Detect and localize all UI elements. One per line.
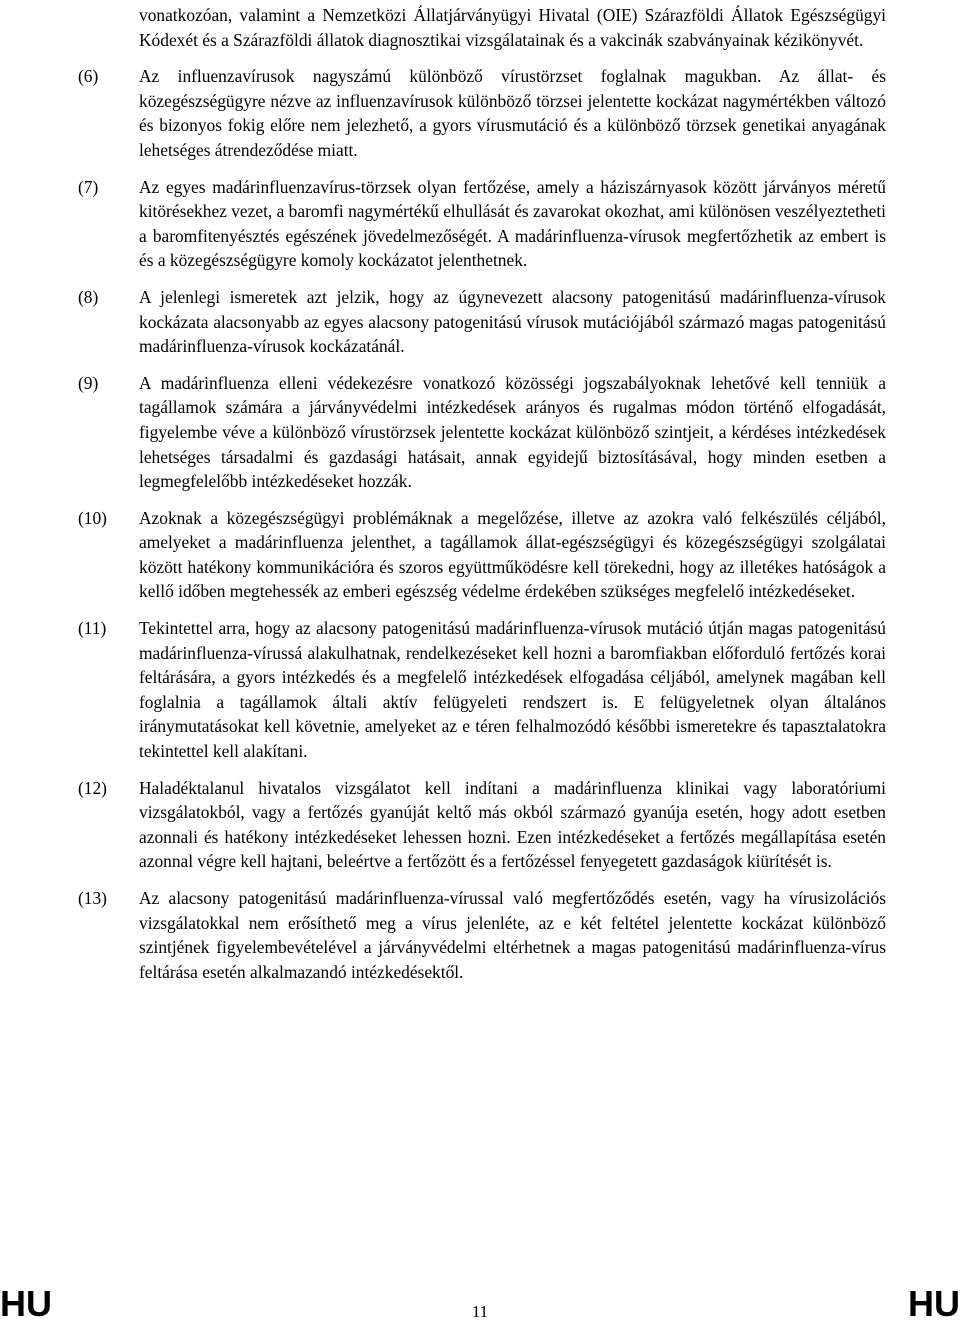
footer-language-code-right: HU <box>908 1283 960 1324</box>
paragraph-number: (12) <box>78 777 107 798</box>
paragraph-text: Az influenzavírusok nagyszámú különböző vírustörzset foglalnak magukban. Az állat- és közegészségügyre nézve az influenzavírusok különböző törzsei jelentette kockázat nagymértékben változó és bizonyos fokig előre nem jelezhető, a gyors vírusmutáció és a különböző törzsek genetikai anyagának lehetséges átrendeződése miatt. <box>139 66 886 160</box>
paragraph-text: A jelenlegi ismeretek azt jelzik, hogy az úgynevezett alacsony patogenitású madárinfluenza-vírusok kockázata alacsonyabb az egyes alacsony patogenitású vírusok mutációjából származó magas patogenitású madárinfluenza-vírusok kockázatánál. <box>139 286 886 357</box>
paragraph-6 <box>78 64 886 162</box>
paragraph-number: (7) <box>78 176 99 197</box>
paragraph-number: (10) <box>78 507 107 528</box>
paragraph-number: (11) <box>78 618 107 639</box>
paragraph-9 <box>78 371 886 494</box>
document-body <box>78 0 886 984</box>
paragraph-11 <box>78 616 886 764</box>
paragraph-7 <box>78 175 886 273</box>
paragraph-text: Az alacsony patogenitású madárinfluenza-vírussal való megfertőződés esetén, vagy ha vírusizolációs vizsgálatokkal nem erősíthető meg a vírus jelenléte, az e két feltétel jelentette kockázat különböző szintjének figyelembevételével a járványvédelmi eltérhetnek a magas patogenitású madárinfluenza-vírus feltárása esetén alkalmazandó intézkedésektől. <box>139 888 886 982</box>
paragraph-8 <box>78 285 886 359</box>
paragraph-number: (13) <box>78 888 107 908</box>
paragraph-text: Azoknak a közegészségügyi problémáknak a megelőzése, illetve az azokra való felkészülés céljából, amelyeket a madárinfluenza jelenthet, a tagállamok állat-egészségügyi és közegészségügyi szolgálatai között hatékony kommunikációra és szoros együttműködésre kell törekedni, hogy az illetékes hatóságok a kellő időben megtehessék az emberi egészség védelme érdekében szükséges megfelelő intézkedéseket. <box>139 507 886 602</box>
paragraph-text: A madárinfluenza elleni védekezésre vonatkozó közösségi jogszabályoknak lehetővé kell tenniük a tagállamok számára a járványvédelmi intézkedések arányos és rugalmas módon történő elfogadását, figyelembe véve a különböző vírustörzsek jelentette kockázat különböző szintjeit, a kérdéses intézkedések lehetséges társadalmi és gazdasági hatásait, annak egyidejű biztosításával, hogy minden esetben a legmegfelelőbb intézkedéseket hozzák. <box>139 372 886 492</box>
paragraph-13 <box>78 886 886 984</box>
paragraph-number: (8) <box>78 286 99 307</box>
paragraph-text: Tekintettel arra, hogy az alacsony patogenitású madárinfluenza-vírusok mutáció útján magas patogenitású madárinfluenza-vírussá alakulhatnak, rendelkezéseket kell hozni a baromfiakban előforduló fertőzés korai feltárására, a gyors intézkedés és a megfelelő intézkedések elfogadása céljából, amelynek magában kell foglalnia a tagállamok általi aktív felügyeleti rendszert is. E felügyeletnek olyan általános iránymutatásokat kell követnie, amelyeket az e téren felhalmozódó későbbi ismeretekre és tapasztalatokra tekintettel kell alakítani. <box>139 618 886 762</box>
paragraph-10 <box>78 506 886 604</box>
footer-language-code-left: HU <box>0 1283 52 1324</box>
paragraph-number: (6) <box>78 66 99 87</box>
page-number: 11 <box>471 1302 489 1321</box>
paragraph-number: (9) <box>78 372 99 393</box>
paragraph-12 <box>78 776 886 874</box>
continuation-text: vonatkozóan, valamint a Nemzetközi Állatjárványügyi Hivatal (OIE) Szárazföldi Állatok Egészségügyi Kódexét és a Szárazföldi állatok diagnosztikai vizsgálatainak és a vakcinák szabványainak kézikönyvét. <box>139 5 886 50</box>
paragraph-text: Az egyes madárinfluenzavírus-törzsek olyan fertőzése, amely a háziszárnyasok között járványos méretű kitörésekhez vezet, a baromfi nagymértékű elhullását és zavarokat okozhat, ami különösen veszélyeztetheti a baromfitenyésztés egészének jövedelmezőségét. A madárinfluenza-vírusok megfertőzhetik az embert is és a közegészségügyre komoly kockázatot jelenthetnek. <box>139 176 887 271</box>
paragraph-text: Haladéktalanul hivatalos vizsgálatot kell indítani a madárinfluenza klinikai vagy laboratóriumi vizsgálatokból, vagy a fertőzés gyanúját keltő más okból származó gyanúja esetén, hogy adott esetben azonnali és hatékony intézkedéseket lehessen hozni. Ezen intézkedéseket a fertőzés megállapítása esetén azonnal végre kell hajtani, beleértve a fertőzött és a fertőzéssel fenyegetett gazdaságok kiürítését is. <box>139 777 886 872</box>
